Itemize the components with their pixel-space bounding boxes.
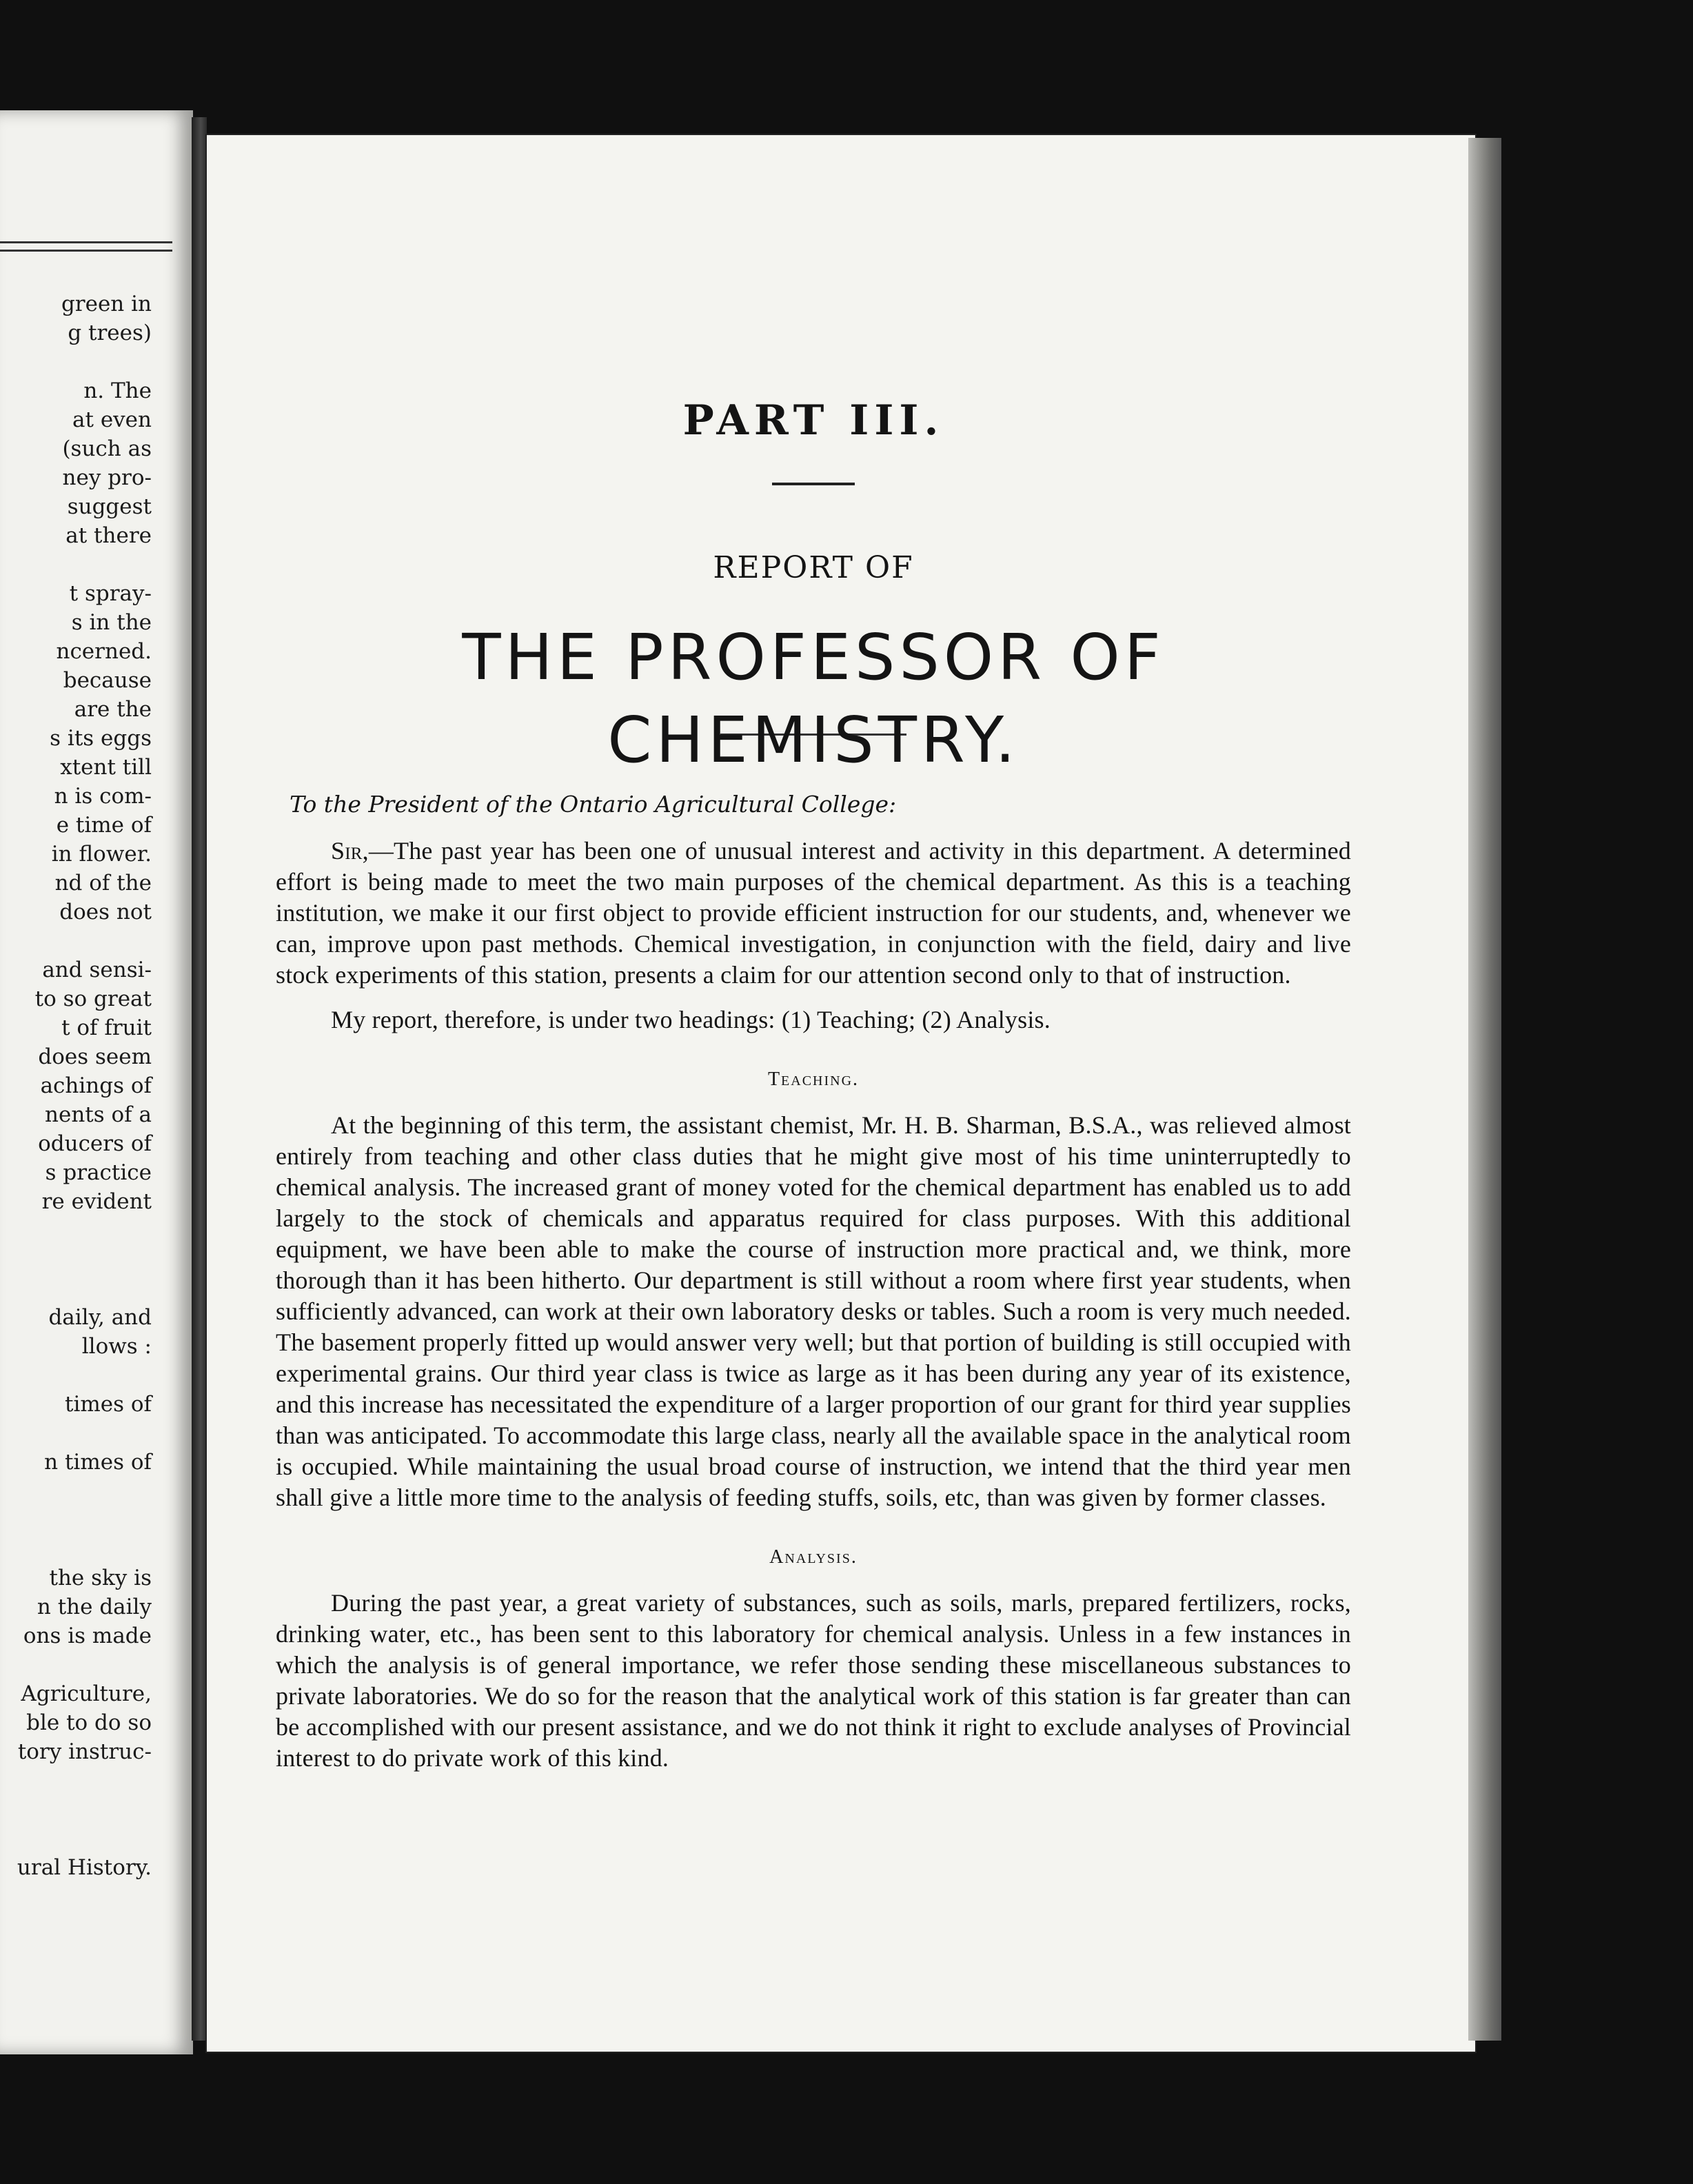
left-page-line — [0, 1535, 152, 1564]
left-page-line: because — [63, 668, 152, 693]
left-page-line: suggest — [67, 494, 152, 519]
left-page-line — [0, 347, 152, 376]
left-page-line: nd of the — [54, 871, 152, 896]
left-page-line — [0, 1477, 152, 1506]
left-page-line: ons is made — [23, 1624, 152, 1648]
part-rule — [772, 483, 855, 485]
left-page-line — [0, 1766, 152, 1795]
left-page-line: nents of a — [45, 1102, 152, 1127]
analysis-heading: Analysis. — [769, 1546, 858, 1568]
intro-paragraph-text: —The past year has been one of unusual interest and activity in this department. A determined effort is being made to meet the two main purposes of the chemical department. As this is a teaching institution, we make it our first object to provide efficient instruction for our students, and, whenever we can, improve upon past methods. Chemical investigation, in conjunction with the field, dairy and live stock experiments of this station, presents a claim for our attention second only to that of instruction. — [276, 837, 1351, 989]
left-page-line: and sensi- — [42, 958, 152, 982]
left-page-line: to so great — [34, 987, 152, 1011]
left-page-line — [0, 1419, 152, 1448]
left-page-line: re evident — [41, 1189, 152, 1214]
left-page-line: the sky is — [49, 1566, 152, 1590]
book-gutter — [192, 117, 207, 2041]
part-heading: PART III. — [682, 396, 944, 445]
left-page-line: tory instruc- — [17, 1739, 152, 1764]
left-page-rule — [0, 241, 172, 243]
left-page-text — [0, 290, 152, 1882]
left-page-line: times of — [64, 1392, 152, 1417]
left-page-line — [0, 550, 152, 579]
left-page-line — [0, 1795, 152, 1824]
salutation-lead: Sir, — [331, 837, 369, 865]
left-page-line — [0, 1506, 152, 1535]
left-page-line: n the daily — [37, 1595, 152, 1619]
left-page-line: n is com- — [54, 784, 152, 809]
left-page-line — [0, 1650, 152, 1679]
analysis-paragraph: During the past year, a great variety of substances, such as soils, marls, prepared fertilizers, rocks, drinking water, etc., has been sent to this laboratory for chemical analysis. Unless in a few instances in which the analysis is of general importance, we refer those sending these miscellaneous substances to private laboratories. We do so for the reason that the analytical work of this station is far greater than can be accomplished with our present assistance, and we do not think it right to exclude analyses of Provincial interest to do private work of this kind. — [276, 1589, 1351, 1772]
page-content — [276, 386, 1351, 1774]
left-page-line — [0, 1824, 152, 1853]
left-page-line: t of fruit — [61, 1015, 152, 1040]
left-page-line: ncerned. — [56, 639, 152, 664]
page-stack-edge — [1468, 138, 1501, 2041]
left-page-line: does seem — [38, 1044, 152, 1069]
left-page-line: in flower. — [51, 842, 152, 867]
salutation: To the President of the Ontario Agricultural College: — [290, 791, 897, 818]
left-page-line: are the — [74, 697, 152, 722]
left-page-line: green in — [61, 292, 152, 316]
left-page-line: oducers of — [38, 1131, 152, 1156]
left-page-line: g trees) — [68, 321, 152, 345]
headings-paragraph: My report, therefore, is under two headings: (1) Teaching; (2) Analysis. — [331, 1006, 1051, 1033]
left-page-line: at even — [72, 407, 152, 432]
left-page-line: xtent till — [60, 755, 152, 780]
left-page-line — [0, 927, 152, 956]
left-page-rule-second — [0, 250, 172, 252]
left-page-line: at there — [65, 523, 152, 548]
left-page-line: ney pro- — [62, 465, 152, 490]
left-page-line — [0, 1245, 152, 1274]
left-page-line: s practice — [45, 1160, 152, 1185]
left-page-line: (such as — [62, 436, 152, 461]
left-page-line: achings of — [40, 1073, 152, 1098]
left-page-line: n times of — [44, 1450, 152, 1475]
left-page-line: llows : — [81, 1334, 152, 1359]
teaching-heading: Teaching. — [767, 1069, 860, 1090]
left-page-line: e time of — [56, 813, 152, 838]
left-page-fragment — [0, 110, 193, 2054]
left-page-line: s its eggs — [50, 726, 152, 751]
left-page-line — [0, 1274, 152, 1303]
left-page-line: n. The — [83, 378, 152, 403]
left-page-line — [0, 1216, 152, 1245]
left-page-line: daily, and — [48, 1305, 152, 1330]
left-page-line: ble to do so — [26, 1710, 152, 1735]
left-page-line: does not — [59, 900, 152, 924]
left-page-line: t spray- — [69, 581, 152, 606]
chapter-title: THE PROFESSOR OF CHEMISTRY. — [462, 620, 1165, 777]
left-page-line — [0, 1361, 152, 1390]
left-page-line: Agriculture, — [21, 1681, 152, 1706]
intro-paragraph — [276, 836, 1351, 991]
teaching-paragraph: At the beginning of this term, the assistant chemist, Mr. H. B. Sharman, B.S.A., was relieved almost entirely from teaching and other class duties that he might give most of his time uninterruptedly to chemical analysis. The increased grant of money voted for the chemical department has enabled us to add largely to the stock of chemicals and apparatus required for class purposes. With this additional equipment, we have been able to make the course of instruction more practical and, we think, more thorough than it has been hitherto. Our department is still without a room where first year students, when sufficiently advanced, can work at their own laboratory desks or tables. Such a room is very much needed. The basement properly fitted up would answer very well; but that portion of building is still occupied with experimental grains. Our third year class is twice as large as it has been during any year of its existence, and this increase has necessitated the expenditure of a larger proportion of our grant for third year supplies than was anticipated. To accommodate this large class, nearly all the available space in the analytical room is occupied. While maintaining the usual broad course of instruction, we intend that the third year men shall give a little more time to the analysis of feeding stuffs, soils, etc, than was given by former classes. — [276, 1111, 1351, 1511]
left-page-line: ural History. — [17, 1855, 152, 1880]
left-page-line: s in the — [71, 610, 152, 635]
report-of-heading: REPORT OF — [713, 550, 914, 585]
